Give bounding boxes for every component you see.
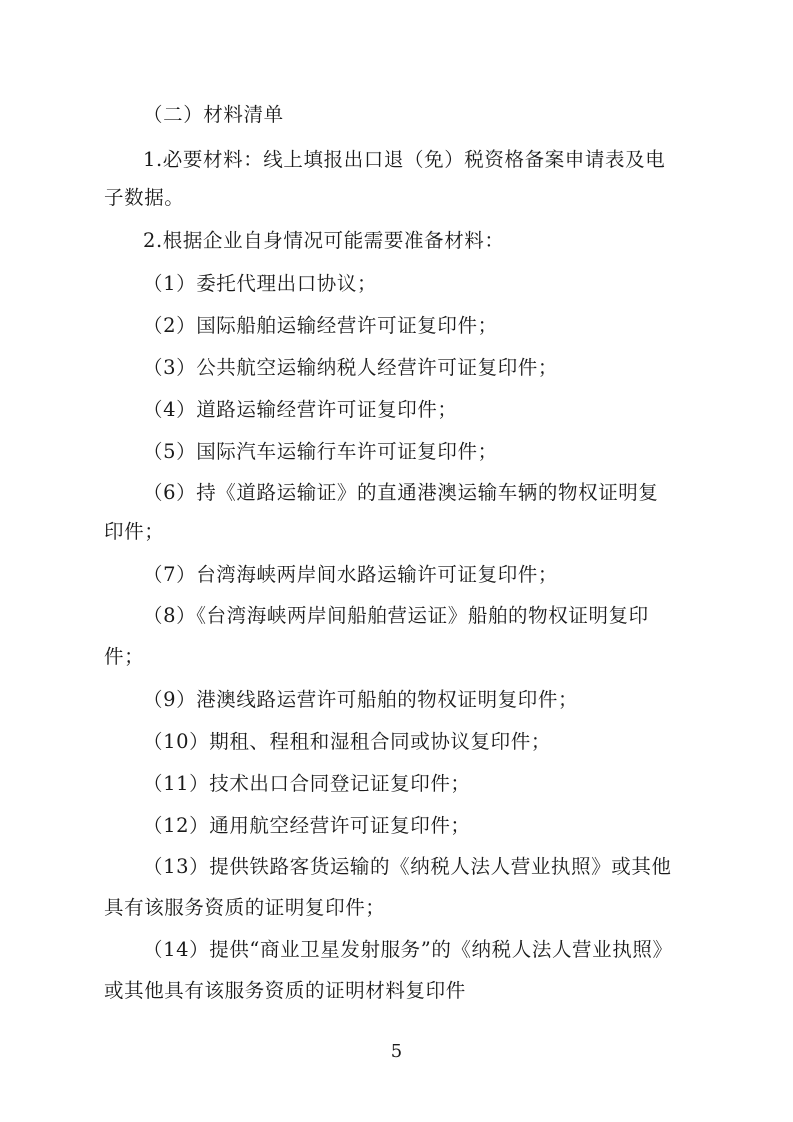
sub-item-4: （4）道路运输经营许可证复印件； (143, 398, 458, 421)
sub-item-13-line-1: （13）提供铁路客货运输的《纳税人法人营业执照》或其他 (143, 855, 672, 878)
sub-item-5: （5）国际汽车运输行车许可证复印件； (143, 440, 498, 463)
sub-item-13-line-2: 具有该服务资质的证明复印件； (104, 896, 386, 919)
sub-item-12: （12）通用航空经营许可证复印件； (143, 814, 471, 837)
sub-item-11: （11）技术出口合同登记证复印件； (143, 772, 471, 795)
item-1-line-2: 子数据。 (104, 186, 185, 209)
sub-item-3: （3）公共航空运输纳税人经营许可证复印件； (143, 356, 559, 379)
item-1-line-1: 1.必要材料：线上填报出口退（免）税资格备案申请表及电 (143, 148, 666, 171)
sub-item-1: （1）委托代理出口协议； (143, 272, 378, 295)
sub-item-2: （2）国际船舶运输经营许可证复印件； (143, 314, 498, 337)
page-number: 5 (390, 1041, 403, 1062)
section-heading: （二）材料清单 (143, 103, 284, 126)
sub-item-10: （10）期租、程租和湿租合同或协议复印件； (143, 730, 551, 753)
sub-item-14-line-2: 或其他具有该服务资质的证明材料复印件 (104, 979, 466, 1002)
sub-item-6-line-1: （6）持《道路运输证》的直通港澳运输车辆的物权证明复 (143, 481, 659, 504)
sub-item-14-line-1: （14）提供“商业卫星发射服务”的《纳税人法人营业执照》 (143, 938, 673, 961)
sub-item-7: （7）台湾海峡两岸间水路运输许可证复印件； (143, 563, 559, 586)
sub-item-8-line-2: 件； (104, 645, 145, 668)
item-2-line-1: 2.根据企业自身情况可能需要准备材料： (143, 229, 505, 252)
sub-item-9: （9）港澳线路运营许可船舶的物权证明复印件； (143, 688, 579, 711)
sub-item-6-line-2: 印件； (104, 520, 165, 543)
sub-item-8-line-1: （8）《台湾海峡两岸间船舶营运证》船舶的物权证明复印 (143, 604, 649, 627)
